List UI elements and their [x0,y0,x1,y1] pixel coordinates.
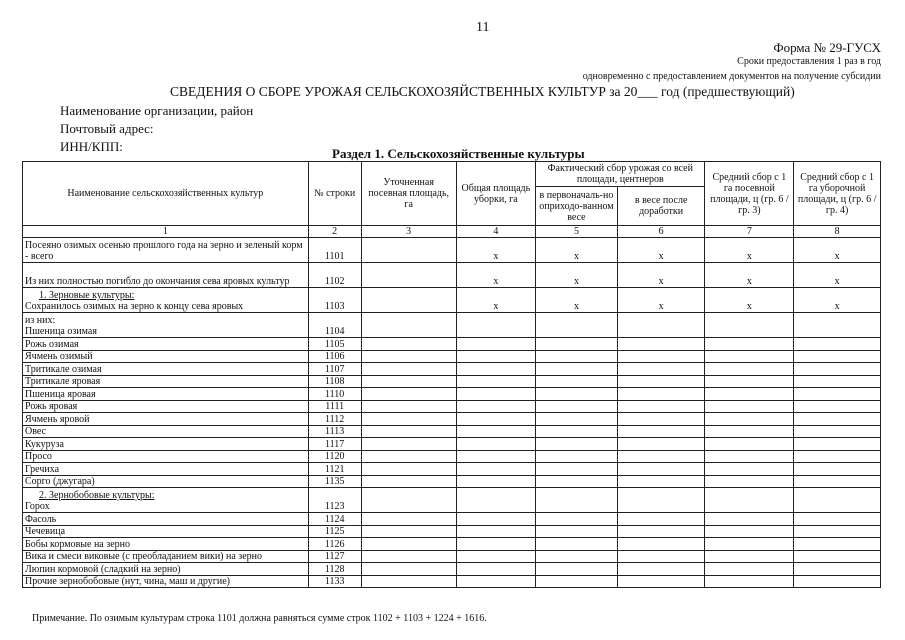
row-code: 1126 [308,538,361,551]
row-code: 1133 [308,575,361,588]
entry-cell-col-7[interactable] [705,338,794,351]
row-code: 1125 [308,525,361,538]
entry-cell-col-6[interactable] [617,438,705,451]
entry-cell-col-4[interactable] [456,463,536,476]
entry-cell-col-7[interactable] [705,563,794,576]
table-row [23,475,881,488]
entry-cell-col-5[interactable] [536,513,618,526]
x-mark-cell: x [794,238,881,263]
crop-name-cell [23,513,309,526]
entry-cell-col-3[interactable] [361,425,456,438]
crop-name-cell [23,350,309,363]
row-code: 1120 [308,450,361,463]
crop-group-heading: 2. Зернобобовые культуры: [39,490,155,501]
x-mark-cell: x [705,288,794,313]
table-row [23,388,881,401]
crop-name: Чечевица [25,526,66,537]
table-row [23,375,881,388]
entry-cell-col-8[interactable] [794,463,881,476]
entry-cell-col-4[interactable] [456,450,536,463]
entry-cell-col-6[interactable] [617,563,705,576]
entry-cell-col-5[interactable] [536,538,618,551]
entry-cell-col-6[interactable] [617,338,705,351]
entry-cell-col-8[interactable] [794,338,881,351]
entry-cell-col-6[interactable] [617,413,705,426]
entry-cell-col-5[interactable] [536,425,618,438]
column-number: 5 [536,226,618,238]
column-number: 7 [705,226,794,238]
entry-cell-col-7[interactable] [705,450,794,463]
entry-cell-col-8[interactable] [794,550,881,563]
entry-cell-col-4[interactable] [456,488,536,513]
entry-cell-col-6[interactable] [617,463,705,476]
entry-cell-col-6[interactable] [617,475,705,488]
crop-name: Рожь озимая [25,338,79,350]
crop-name: Гречиха [25,463,60,475]
crop-name-cell [23,438,309,451]
entry-cell-col-7[interactable] [705,525,794,538]
table-row [23,525,881,538]
crop-name: Пшеница озимая [25,326,97,337]
crop-name-cell [23,313,309,338]
entry-cell-col-6[interactable] [617,513,705,526]
crop-name: Фасоль [25,513,57,525]
entry-cell-col-8[interactable] [794,413,881,426]
entry-cell-col-8[interactable] [794,400,881,413]
entry-cell-col-5[interactable] [536,488,618,513]
entry-cell-col-8[interactable] [794,313,881,338]
entry-cell-col-3[interactable] [361,513,456,526]
entry-cell-col-6[interactable] [617,575,705,588]
entry-cell-col-7[interactable] [705,313,794,338]
column-number: 6 [617,226,705,238]
entry-cell-col-7[interactable] [705,575,794,588]
entry-cell-col-8[interactable] [794,513,881,526]
entry-cell-col-4[interactable] [456,563,536,576]
x-mark-cell: x [536,238,618,263]
row-code: 1124 [308,513,361,526]
table-row [23,288,881,313]
entry-cell-col-4[interactable] [456,400,536,413]
entry-cell-col-3[interactable] [361,363,456,376]
entry-cell-col-8[interactable] [794,525,881,538]
crop-name: Люпин кормовой (сладкий на зерно) [25,563,181,575]
table-row [23,313,881,338]
submission-note: одновременно с предоставлением документов на получение субсидии [582,71,881,82]
crop-name-cell [23,363,309,376]
x-mark-cell: x [617,288,705,313]
table-row [23,488,881,513]
column-number: 3 [361,226,456,238]
crop-name: Тритикале яровая [25,376,101,387]
entry-cell-col-7[interactable] [705,400,794,413]
entry-cell-col-5[interactable] [536,400,618,413]
entry-cell-col-3[interactable] [361,413,456,426]
entry-cell-col-4[interactable] [456,350,536,363]
crop-name: Вика и смеси виковые (с преобладанием вики) на зерно [25,551,263,562]
entry-cell-col-8[interactable] [794,575,881,588]
crop-name-cell [23,525,309,538]
entry-cell-col-7[interactable] [705,375,794,388]
entry-cell-col-8[interactable] [794,350,881,363]
crop-name-cell [23,400,309,413]
crop-name-cell [23,488,309,513]
entry-cell-col-4[interactable] [456,575,536,588]
row-code: 1102 [308,263,361,288]
crop-group-heading: из них: [25,315,56,326]
x-mark-cell: x [536,263,618,288]
inn-kpp-label: ИНН/КПП: [60,139,123,154]
entry-cell-col-5[interactable] [536,525,618,538]
entry-cell-col-4[interactable] [456,538,536,551]
table-row [23,425,881,438]
crop-name-cell [23,538,309,551]
x-mark-cell: x [456,238,536,263]
header-yield-sown: Средний сбор с 1 га посевной площади, ц (гр. 6 / гр. 3) [705,162,794,226]
crop-name: Рожь яровая [25,401,78,412]
table-row [23,338,881,351]
header-yield-harvest: Средний сбор с 1 га уборочной площади, ц (гр. 6 / гр. 4) [794,162,881,226]
entry-cell-col-7[interactable] [705,388,794,401]
row-code: 1112 [308,413,361,426]
crop-name-cell [23,475,309,488]
entry-cell-col-5[interactable] [536,363,618,376]
entry-cell-col-8[interactable] [794,388,881,401]
entry-cell-col-7[interactable] [705,350,794,363]
crop-name: Бобы кормовые на зерно [25,538,130,550]
entry-cell-col-8[interactable] [794,438,881,451]
page-number: 11 [476,20,490,35]
entry-cell-col-5[interactable] [536,338,618,351]
entry-cell-col-3[interactable] [361,263,456,288]
entry-cell-col-8[interactable] [794,563,881,576]
column-number: 8 [794,226,881,238]
crop-harvest-table [22,161,881,588]
crop-name: Горох [25,501,50,512]
crop-name-cell [23,338,309,351]
section-title: Раздел 1. Сельскохозяйственные культуры [332,146,585,161]
crop-name-cell [23,563,309,576]
table-row [23,263,881,288]
crop-name-cell [23,238,309,263]
row-code: 1103 [308,288,361,313]
x-mark-cell: x [456,288,536,313]
crop-name: Сохранилось озимых на зерно к концу сева яровых [25,301,244,312]
entry-cell-col-4[interactable] [456,425,536,438]
entry-cell-col-5[interactable] [536,463,618,476]
header-after-processing: в весе после доработки [617,187,705,226]
row-code: 1108 [308,375,361,388]
entry-cell-col-8[interactable] [794,475,881,488]
entry-cell-col-8[interactable] [794,375,881,388]
row-code: 1135 [308,475,361,488]
table-row [23,550,881,563]
row-code: 1106 [308,350,361,363]
entry-cell-col-4[interactable] [456,475,536,488]
entry-cell-col-3[interactable] [361,538,456,551]
entry-cell-col-3[interactable] [361,550,456,563]
entry-cell-col-7[interactable] [705,538,794,551]
row-code: 1123 [308,488,361,513]
entry-cell-col-7[interactable] [705,513,794,526]
row-code: 1101 [308,238,361,263]
column-number: 4 [456,226,536,238]
entry-cell-col-5[interactable] [536,550,618,563]
x-mark-cell: x [794,263,881,288]
entry-cell-col-3[interactable] [361,450,456,463]
entry-cell-col-6[interactable] [617,525,705,538]
table-row [23,538,881,551]
form-name: Форма № 29-ГУСХ [773,40,881,55]
entry-cell-col-3[interactable] [361,238,456,263]
crop-name-cell [23,263,309,288]
entry-cell-col-8[interactable] [794,450,881,463]
entry-cell-col-3[interactable] [361,525,456,538]
table-row [23,350,881,363]
crop-name: Тритикале озимая [25,363,102,375]
x-mark-cell: x [794,288,881,313]
table-row [23,413,881,426]
organization-label: Наименование организации, район [60,103,254,118]
entry-cell-col-6[interactable] [617,363,705,376]
header-crop-name: Наименование сельскохозяйственных культур [23,162,309,226]
entry-cell-col-3[interactable] [361,288,456,313]
entry-cell-col-6[interactable] [617,450,705,463]
entry-cell-col-5[interactable] [536,475,618,488]
table-row [23,563,881,576]
entry-cell-col-7[interactable] [705,425,794,438]
x-mark-cell: x [617,263,705,288]
entry-cell-col-3[interactable] [361,338,456,351]
crop-name-cell [23,288,309,313]
row-code: 1113 [308,425,361,438]
entry-cell-col-6[interactable] [617,350,705,363]
row-code: 1121 [308,463,361,476]
table-row [23,450,881,463]
entry-cell-col-4[interactable] [456,388,536,401]
row-code: 1111 [308,400,361,413]
crop-name-cell [23,425,309,438]
x-mark-cell: x [705,238,794,263]
entry-cell-col-5[interactable] [536,413,618,426]
header-initial-weight: в первоначаль-но оприходо-ванном весе [536,187,618,226]
footnote: Примечание. По озимым культурам строка 1101 должна равняться сумме строк 1102 + 1103 + 1224 + 1616. [32,613,487,624]
entry-cell-col-3[interactable] [361,575,456,588]
entry-cell-col-4[interactable] [456,375,536,388]
entry-cell-col-5[interactable] [536,388,618,401]
entry-cell-col-7[interactable] [705,550,794,563]
x-mark-cell: x [705,263,794,288]
header-harvest-area: Общая площадь уборки, га [456,162,536,226]
row-code: 1110 [308,388,361,401]
entry-cell-col-3[interactable] [361,388,456,401]
entry-cell-col-6[interactable] [617,388,705,401]
crop-name: Пшеница яровая [25,388,96,400]
entry-cell-col-5[interactable] [536,438,618,451]
crop-name: Ячмень озимый [25,351,93,362]
entry-cell-col-6[interactable] [617,313,705,338]
table-row [23,238,881,263]
row-code: 1107 [308,363,361,376]
submission-deadline: Сроки предоставления 1 раз в год [737,56,881,67]
column-number: 1 [23,226,309,238]
entry-cell-col-4[interactable] [456,363,536,376]
row-code: 1104 [308,313,361,338]
crop-name: Сорго (джугара) [25,476,95,487]
table-row [23,363,881,376]
entry-cell-col-6[interactable] [617,488,705,513]
table-row [23,400,881,413]
entry-cell-col-7[interactable] [705,475,794,488]
entry-cell-col-4[interactable] [456,413,536,426]
entry-cell-col-5[interactable] [536,313,618,338]
entry-cell-col-6[interactable] [617,375,705,388]
crop-name: Ячмень яровой [25,413,90,425]
entry-cell-col-4[interactable] [456,338,536,351]
table-row [23,438,881,451]
row-code: 1117 [308,438,361,451]
crop-group-heading: 1. Зерновые культуры: [39,290,135,301]
entry-cell-col-4[interactable] [456,313,536,338]
crop-name-cell [23,575,309,588]
entry-cell-col-8[interactable] [794,425,881,438]
entry-cell-col-7[interactable] [705,413,794,426]
entry-cell-col-3[interactable] [361,563,456,576]
entry-cell-col-3[interactable] [361,313,456,338]
entry-cell-col-3[interactable] [361,375,456,388]
entry-cell-col-8[interactable] [794,488,881,513]
crop-name: Прочие зернобобовые (нут, чина, маш и другие) [25,576,230,587]
entry-cell-col-5[interactable] [536,350,618,363]
entry-cell-col-3[interactable] [361,350,456,363]
entry-cell-col-3[interactable] [361,463,456,476]
entry-cell-col-7[interactable] [705,363,794,376]
entry-cell-col-5[interactable] [536,450,618,463]
x-mark-cell: x [536,288,618,313]
entry-cell-col-7[interactable] [705,488,794,513]
table-row [23,513,881,526]
entry-cell-col-3[interactable] [361,438,456,451]
entry-cell-col-7[interactable] [705,438,794,451]
crop-name: Овес [25,426,47,437]
table-row [23,463,881,476]
table-row [23,575,881,588]
entry-cell-col-8[interactable] [794,538,881,551]
crop-name-cell [23,550,309,563]
crop-name-cell [23,413,309,426]
entry-cell-col-4[interactable] [456,438,536,451]
x-mark-cell: x [456,263,536,288]
entry-cell-col-6[interactable] [617,425,705,438]
crop-name: Просо [25,451,52,462]
page-title: СВЕДЕНИЯ О СБОРЕ УРОЖАЯ СЕЛЬСКОХОЗЯЙСТВЕННЫХ КУЛЬТУР за 20___ год (предшествующий) [170,84,795,99]
crop-name-cell [23,375,309,388]
entry-cell-col-8[interactable] [794,363,881,376]
row-code: 1128 [308,563,361,576]
entry-cell-col-5[interactable] [536,563,618,576]
crop-name-cell [23,463,309,476]
column-number: 2 [308,226,361,238]
entry-cell-col-5[interactable] [536,375,618,388]
header-row-number: № строки [308,162,361,226]
header-actual-harvest: Фактический сбор урожая со всей площади, центнеров [536,162,705,187]
crop-name: Из них полностью погибло до окончания сева яровых культур [25,276,290,287]
entry-cell-col-3[interactable] [361,400,456,413]
crop-name: Посеяно озимых осенью прошлого года на зерно и зеленый корм - всего [25,240,303,262]
entry-cell-col-6[interactable] [617,550,705,563]
entry-cell-col-7[interactable] [705,463,794,476]
row-code: 1127 [308,550,361,563]
x-mark-cell: x [617,238,705,263]
postal-address-label: Почтовый адрес: [60,121,154,136]
crop-name-cell [23,450,309,463]
entry-cell-col-3[interactable] [361,475,456,488]
entry-cell-col-6[interactable] [617,400,705,413]
entry-cell-col-6[interactable] [617,538,705,551]
entry-cell-col-4[interactable] [456,550,536,563]
crop-name-cell [23,388,309,401]
entry-cell-col-5[interactable] [536,575,618,588]
entry-cell-col-4[interactable] [456,513,536,526]
entry-cell-col-3[interactable] [361,488,456,513]
row-code: 1105 [308,338,361,351]
header-refined-area: Уточненная посевная площадь, га [361,162,456,226]
crop-name: Кукуруза [25,438,64,450]
entry-cell-col-4[interactable] [456,525,536,538]
